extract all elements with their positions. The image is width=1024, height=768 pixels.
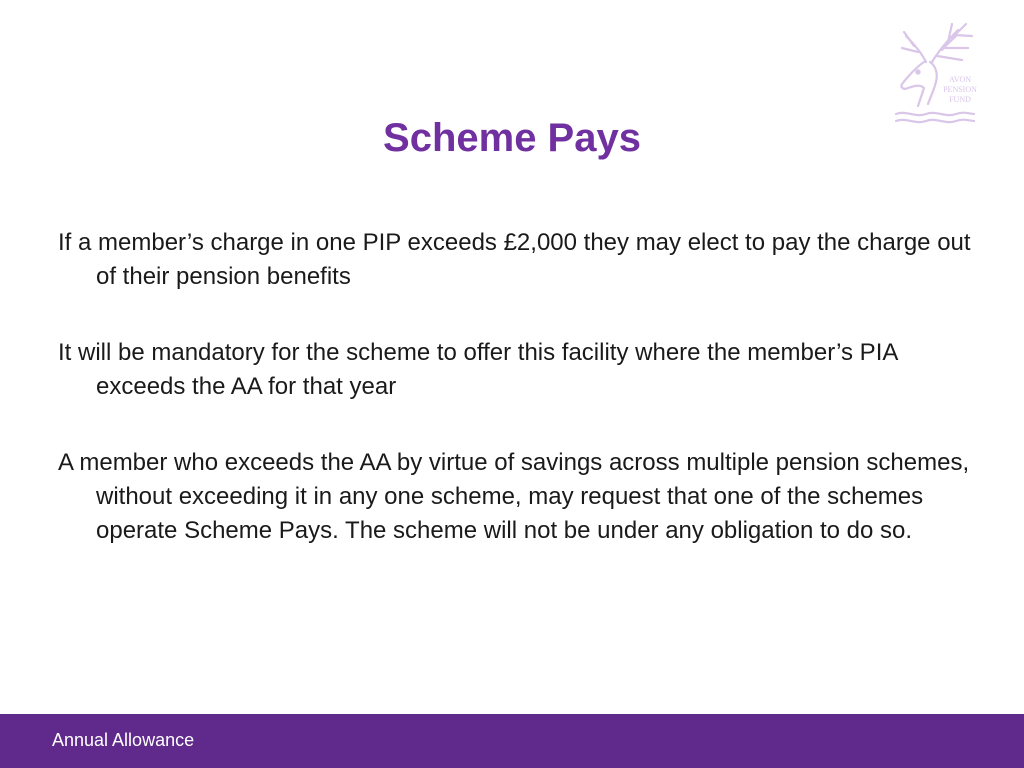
slide-title: Scheme Pays <box>383 116 641 160</box>
footer-label: Annual Allowance <box>52 730 195 750</box>
logo-text-line-3: FUND <box>949 95 971 104</box>
paragraph-2: It will be mandatory for the scheme to offer this facility where the member’s PIA exceeds the AA for that year <box>58 339 898 400</box>
slide-body <box>58 226 978 590</box>
paragraph-3: A member who exceeds the AA by virtue of savings across multiple pension schemes, without exceeding it in any one scheme, may request that one of the schemes operate Scheme Pays. The scheme will not be under any obligation to do so. <box>58 449 970 544</box>
logo-text-line-2: PENSION <box>943 85 977 94</box>
paragraph-1: If a member’s charge in one PIP exceeds £2,000 they may elect to pay the charge out of their pension benefits <box>58 229 971 290</box>
footer-bar <box>0 714 1024 768</box>
logo-text-line-1: AVON <box>948 75 972 84</box>
